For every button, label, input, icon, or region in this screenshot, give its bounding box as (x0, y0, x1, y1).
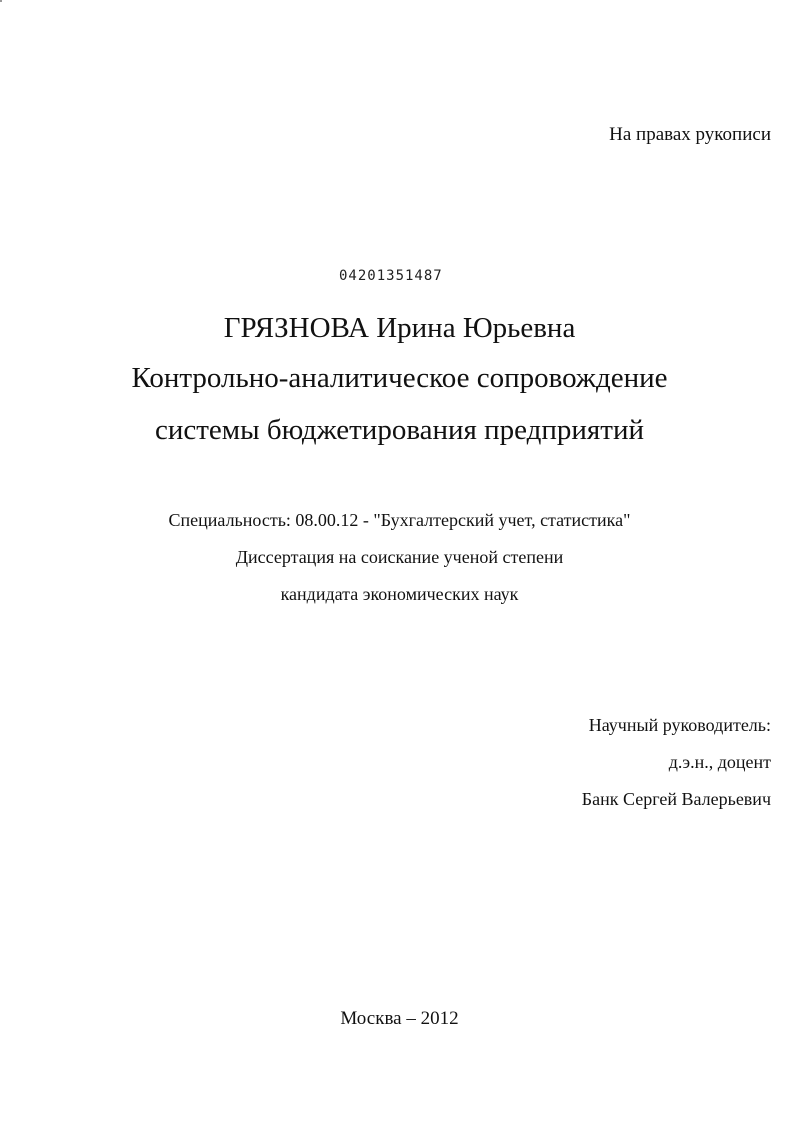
supervisor-name: Банк Сергей Валерьевич (581, 789, 771, 809)
degree-line-2: кандидата экономических наук (280, 584, 519, 604)
supervisor-rank: д.э.н., доцент (668, 752, 771, 772)
supervisor-label: Научный руководитель: (588, 715, 771, 735)
archive-code: 04201351487 (339, 268, 443, 284)
degree-line-1: Диссертация на соискание ученой степени (235, 547, 564, 567)
rights-note: На правах рукописи (609, 124, 771, 145)
scan-speck (0, 0, 2, 2)
dissertation-title-line-1: Контрольно-аналитическое сопровождение (131, 362, 668, 394)
dissertation-title-line-2: системы бюджетирования предприятий (155, 414, 644, 446)
place-and-year: Москва – 2012 (340, 1008, 459, 1029)
specialty-line: Специальность: 08.00.12 - "Бухгалтерский учет, статистика" (168, 510, 631, 530)
author-name: ГРЯЗНОВА Ирина Юрьевна (223, 312, 576, 344)
